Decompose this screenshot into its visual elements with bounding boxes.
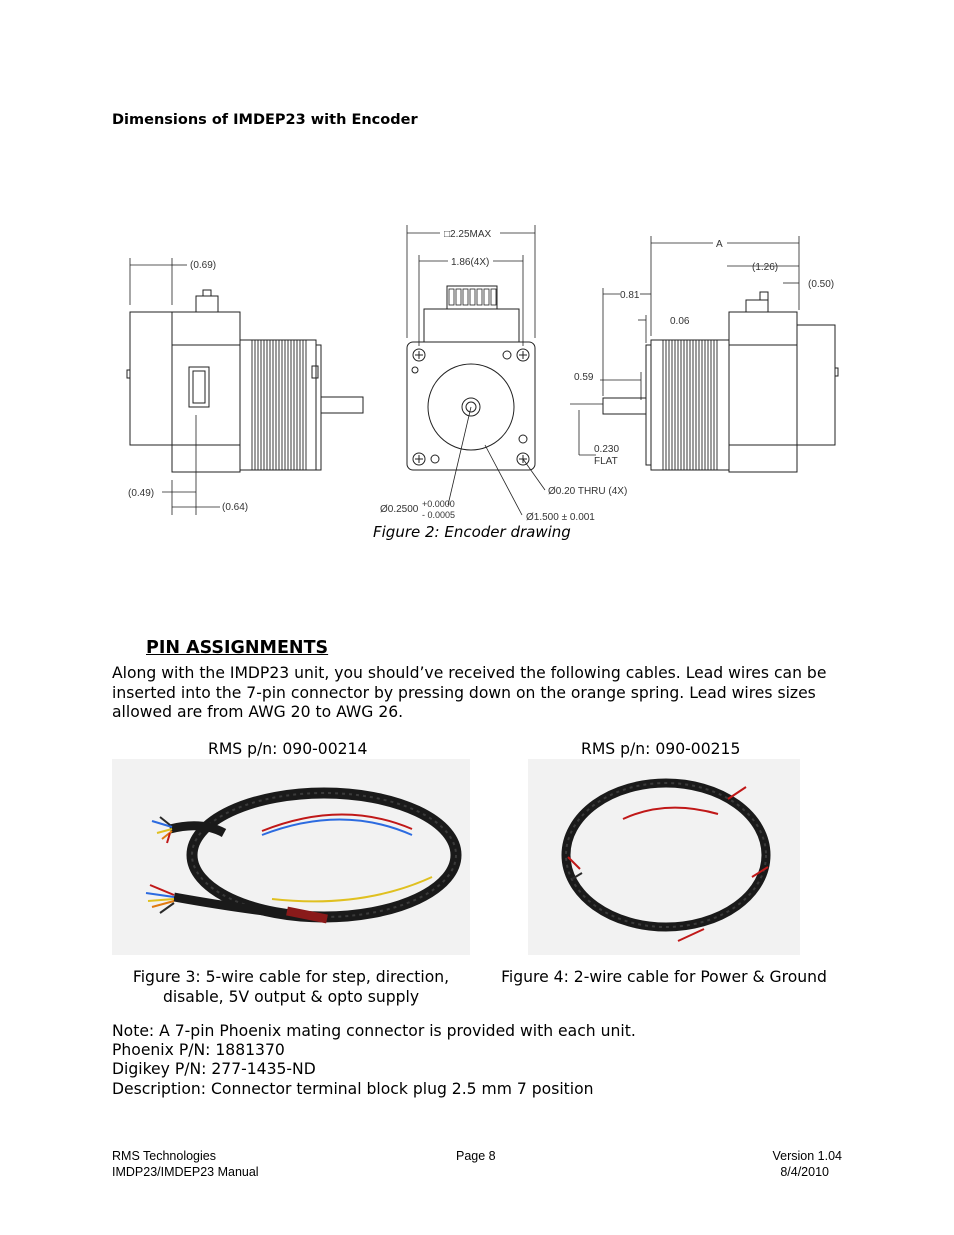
left-side-view [127,258,363,515]
dim-0230: 0.230 [594,444,620,455]
page-heading: Dimensions of IMDEP23 with Encoder [112,112,418,128]
dim-059: 0.59 [574,372,594,383]
cable1-part-number: RMS p/n: 090-00214 [208,740,368,758]
dim-holes: Ø0.20 THRU (4X) [548,486,628,497]
footer-page-number: Page 8 [456,1149,496,1163]
right-side-view [570,236,838,472]
dim-050: (0.50) [808,279,835,290]
dim-126: (1.26) [752,262,779,273]
dim-tol-minus: - 0.0005 [422,510,456,520]
figure4-caption: Figure 4: 2-wire cable for Power & Ground [501,968,827,986]
dim-pilot: Ø1.500 ± 0.001 [526,512,595,523]
dim-shaft: Ø0.2500 [380,504,419,515]
figure3-caption-line2: disable, 5V output & opto supply [162,988,420,1006]
encoder-dimension-drawing [0,215,954,525]
front-view [407,225,545,515]
note-line1: Note: A 7-pin Phoenix mating connector is provided with each unit. [112,1022,636,1040]
five-wire-cable-photo [112,759,470,955]
intro-paragraph: Along with the IMDP23 unit, you should’ve received the following cables. Lead wires can be inserted into the 7-pin connector by pressing down on the orange spring. Lead wires sizes allowed are from AWG 20 to AWG 26. [112,664,827,722]
footer-company: RMS Technologies [112,1149,216,1163]
section-title: PIN ASSIGNMENTS [146,638,329,658]
footer-right [742,1149,842,1180]
dim-064: (0.64) [222,502,249,513]
figure3-caption-line1: Figure 3: 5-wire cable for step, direction, [132,968,450,986]
connector-note [112,1022,636,1099]
dim-a: A [716,239,723,250]
dim-069: (0.69) [190,260,217,271]
footer-date: 8/4/2010 [780,1164,829,1179]
dim-225max: □2.25MAX [444,229,492,240]
note-line4: Description: Connector terminal block plug 2.5 mm 7 position [112,1079,594,1098]
note-line2: Phoenix P/N: 1881370 [112,1041,285,1060]
dim-081: 0.81 [620,290,640,301]
note-line3: Digikey P/N: 277-1435-ND [112,1060,316,1079]
two-wire-cable-photo [528,759,800,955]
dim-flat: FLAT [594,456,618,467]
figure2-caption: Figure 2: Encoder drawing [373,523,571,541]
figure3-caption [112,967,470,1007]
footer-version: Version 1.04 [772,1149,842,1163]
dim-186: 1.86(4X) [451,257,490,268]
dim-049: (0.49) [128,488,155,499]
dim-tol-plus: +0.0000 [422,499,455,509]
dim-006: 0.06 [670,316,690,327]
footer-manual: IMDP23/IMDEP23 Manual [112,1164,259,1179]
cable2-part-number: RMS p/n: 090-00215 [581,740,741,758]
footer-left [112,1149,259,1180]
